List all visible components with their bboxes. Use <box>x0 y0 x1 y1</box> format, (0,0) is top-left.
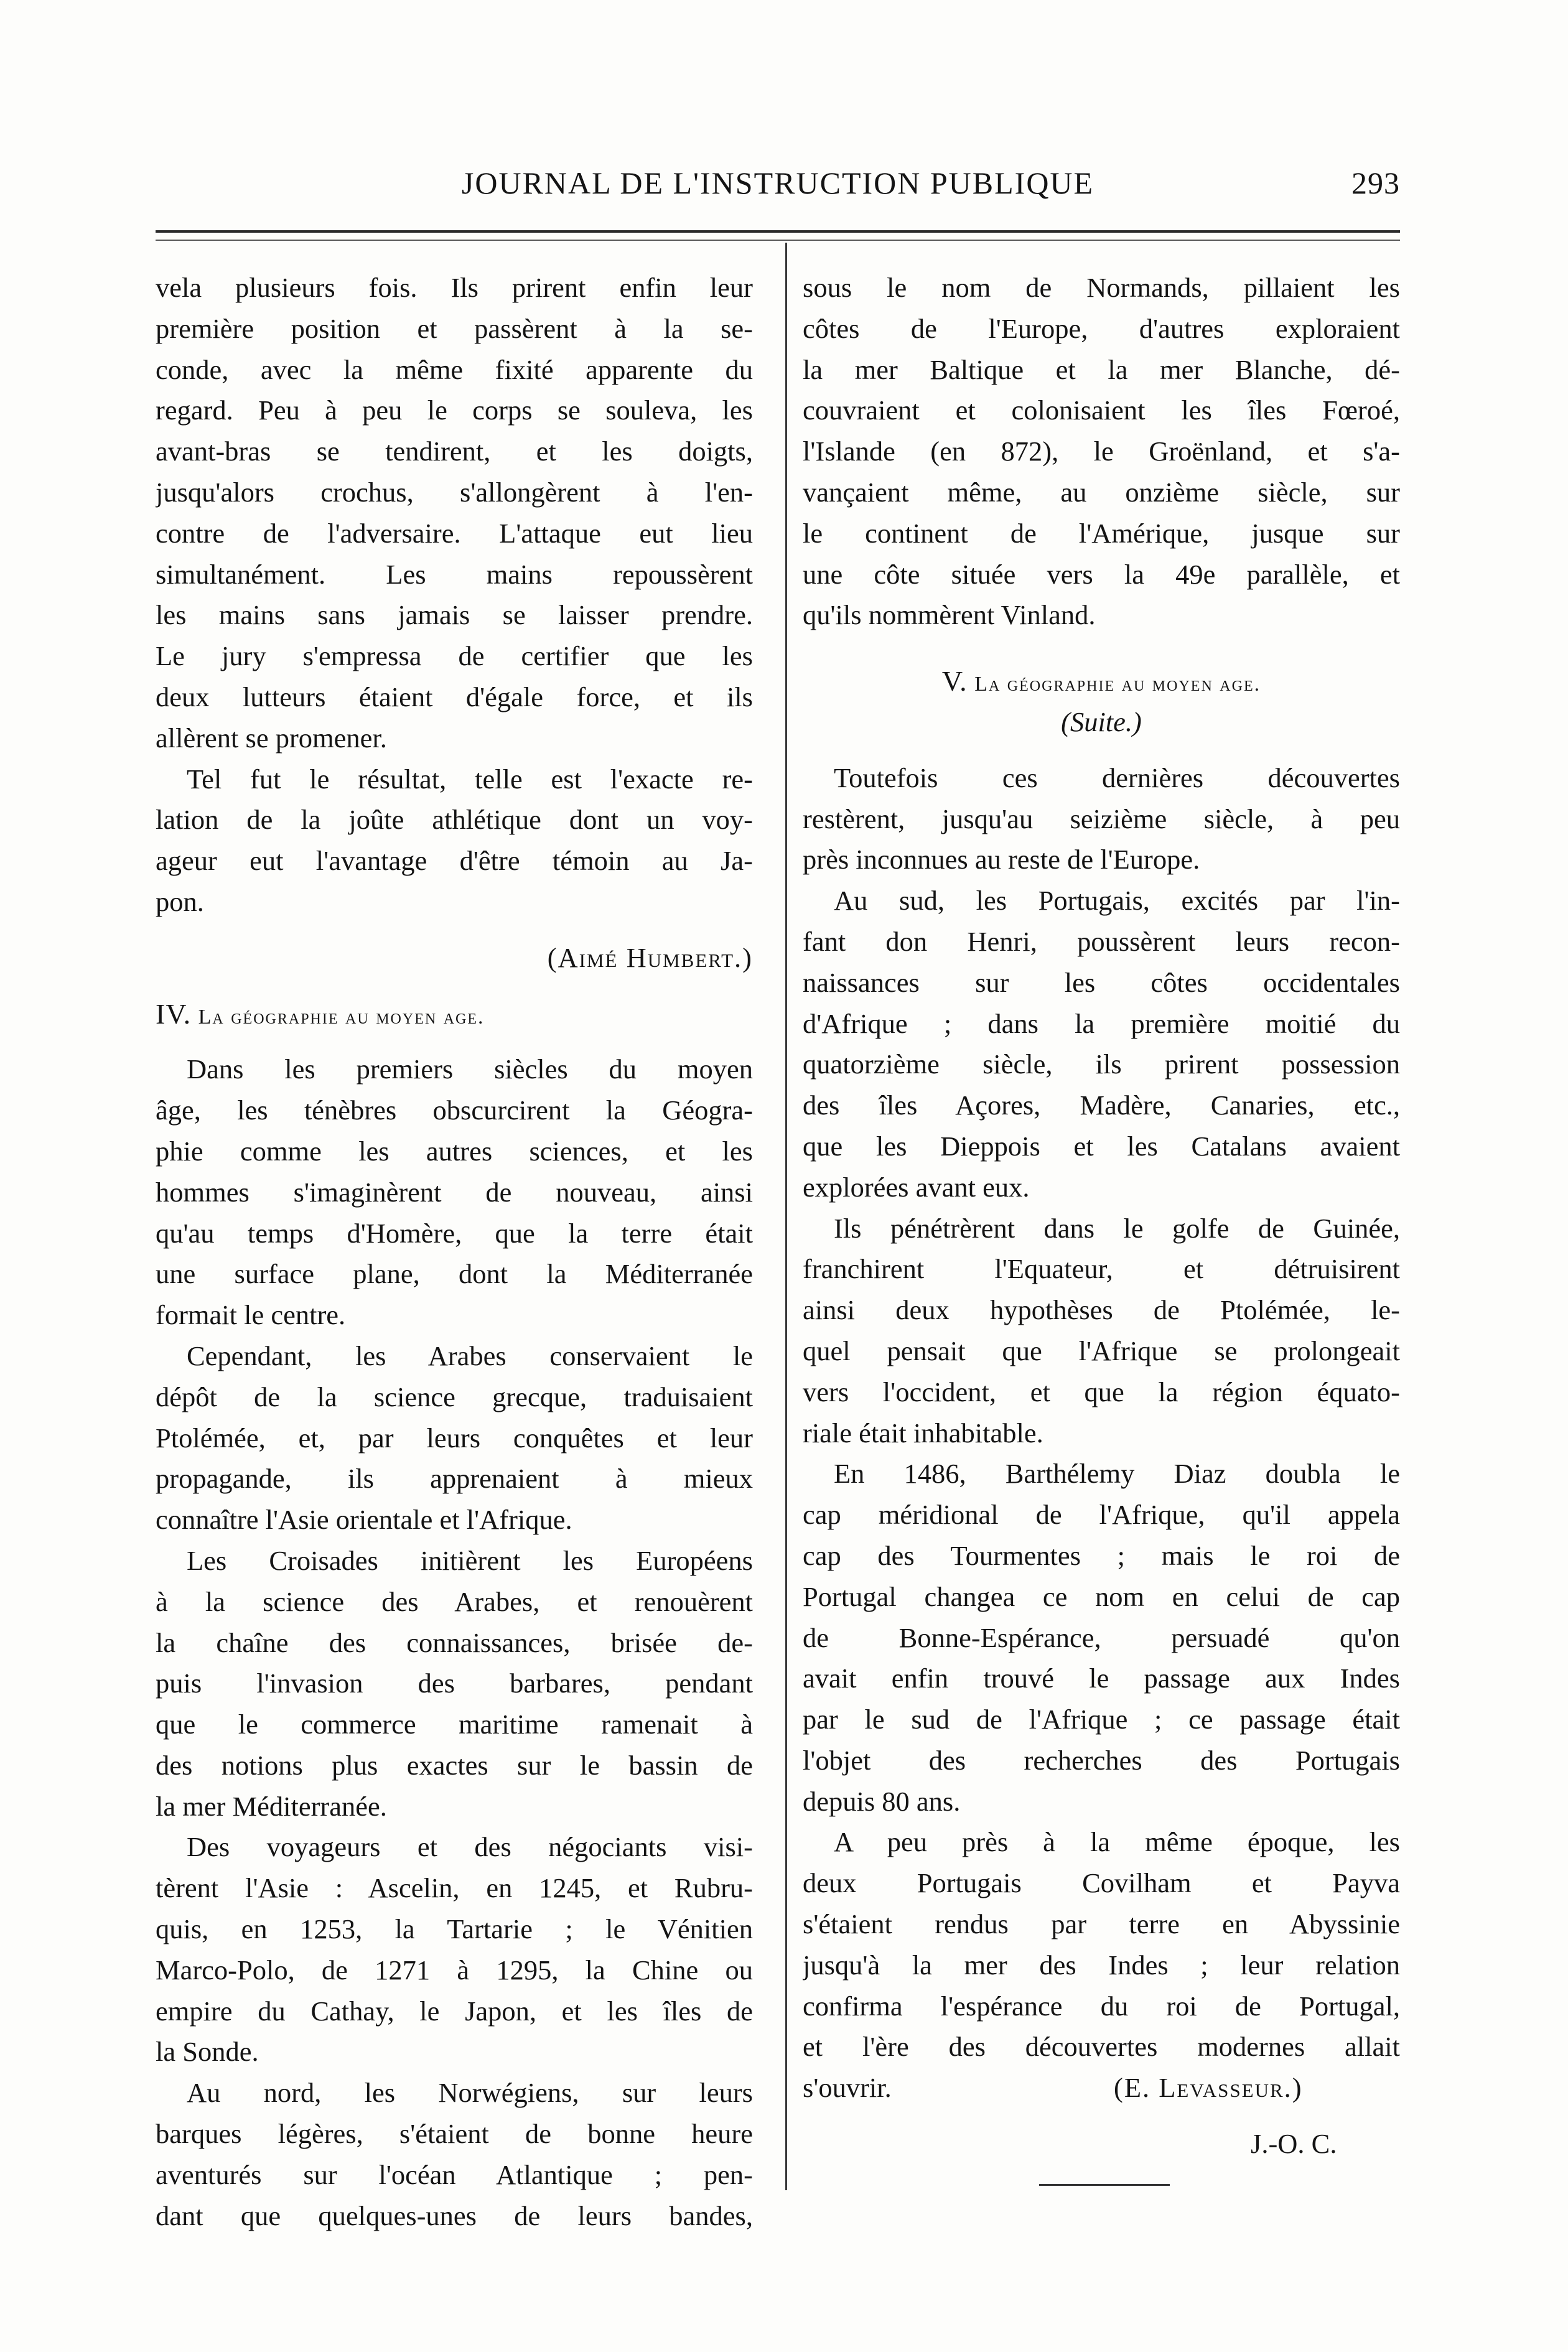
text-line: et l'ère des découvertes modernes allait <box>803 2031 1400 2063</box>
text-line: côtes de l'Europe, d'autres exploraient <box>803 312 1400 344</box>
text-line: regard. Peu à peu le corps se souleva, les <box>156 394 753 426</box>
text-line: vançaient même, au onzième siècle, sur <box>803 476 1400 508</box>
text-line: franchirent l'Equateur, et détruisirent <box>803 1253 1400 1285</box>
text-line: sous le nom de Normands, pillaient les <box>803 272 1400 303</box>
text-line: s'étaient rendus par terre en Abyssinie <box>803 1908 1400 1940</box>
section-number: V. <box>941 665 968 698</box>
text-line: formait le centre. <box>156 1299 346 1331</box>
text-line: Ils pénétrèrent dans le golfe de Guinée, <box>834 1212 1400 1244</box>
text-line: que les Dieppois et les Catalans avaient <box>803 1130 1400 1162</box>
page-number: 293 <box>1351 166 1400 200</box>
text-line: avait enfin trouvé le passage aux Indes <box>803 1663 1400 1694</box>
text-line: contre de l'adversaire. L'attaque eut lieu <box>156 517 753 549</box>
text-line: l'Islande (en 872), le Groënland, et s'a- <box>803 436 1400 467</box>
text-line: avant-bras se tendirent, et les doigts, <box>156 436 753 467</box>
text-line: Au nord, les Norwégiens, sur leurs <box>187 2077 753 2109</box>
text-line: ainsi deux hypothèses de Ptolémée, le- <box>803 1294 1400 1326</box>
text-line: A peu près à la même époque, les <box>834 1826 1400 1858</box>
text-line: En 1486, Barthélemy Diaz doubla le <box>834 1458 1400 1490</box>
text-line: empire du Cathay, le Japon, et les îles de <box>156 1995 753 2027</box>
text-line: puis l'invasion des barbares, pendant <box>156 1668 753 1699</box>
running-header <box>156 165 1400 215</box>
text-line: Des voyageurs et des négociants visi- <box>187 1831 753 1863</box>
text-line: couvraient et colonisaient les îles Fœroé, <box>803 394 1400 426</box>
section-suite: (Suite.) <box>1061 706 1142 737</box>
text-line: jusqu'alors crochus, s'allongèrent à l'en- <box>156 476 753 508</box>
signature: J.-O. C. <box>1251 2128 1337 2160</box>
text-line: lation de la joûte athlétique dont un voy- <box>156 804 753 836</box>
text-line: Toutefois ces dernières découvertes <box>834 762 1400 793</box>
section-heading-v <box>803 661 1400 702</box>
text-line: première position et passèrent à la se- <box>156 312 753 344</box>
text-line: qu'au temps d'Homère, que la terre était <box>156 1217 753 1249</box>
text-line: cap des Tourmentes ; mais le roi de <box>803 1539 1400 1571</box>
text-line: vela plusieurs fois. Ils prirent enfin leur <box>156 272 753 303</box>
text-line: des notions plus exactes sur le bassin de <box>156 1749 753 1781</box>
attribution: (E. Levasseur.) <box>1114 2072 1303 2104</box>
text-line: Cependant, les Arabes conservaient le <box>187 1340 753 1371</box>
text-line: jusqu'à la mer des Indes ; leur relation <box>803 1949 1400 1981</box>
right-column <box>803 268 1400 2165</box>
text-line: quel pensait que l'Afrique se prolongeait <box>803 1335 1400 1366</box>
section-title: La géographie au moyen age. <box>974 673 1261 696</box>
text-line: la mer Baltique et la mer Blanche, dé- <box>803 353 1400 385</box>
text-line: pon. <box>156 885 204 917</box>
text-line: Dans les premiers siècles du moyen <box>187 1053 753 1085</box>
text-line: le continent de l'Amérique, jusque sur <box>803 517 1400 549</box>
text-line: vers l'occident, et que la région équato- <box>803 1376 1400 1407</box>
text-line: l'objet des recherches des Portugais <box>803 1744 1400 1776</box>
section-title: La géographie au moyen age. <box>198 1005 485 1029</box>
text-line: quis, en 1253, la Tartarie ; le Vénitien <box>156 1913 753 1945</box>
text-line: depuis 80 ans. <box>803 1785 961 1817</box>
text-line: dépôt de la science grecque, traduisaient <box>156 1381 753 1412</box>
text-line: Les Croisades initièrent les Européens <box>187 1544 753 1576</box>
text-line: Tel fut le résultat, telle est l'exacte re- <box>187 763 753 795</box>
text-line: d'Afrique ; dans la première moitié du <box>803 1007 1400 1039</box>
text-line: les mains sans jamais se laisser prendre. <box>156 599 753 631</box>
text-line: Portugal changea ce nom en celui de cap <box>803 1580 1400 1612</box>
text-line: la mer Méditerranée. <box>156 1790 387 1822</box>
text-line: restèrent, jusqu'au seizième siècle, à peu <box>803 803 1400 834</box>
text-line: une surface plane, dont la Méditerranée <box>156 1258 753 1290</box>
text-line: Ptolémée, et, par leurs conquêtes et leur <box>156 1422 753 1454</box>
header-rule-thin <box>156 240 1400 241</box>
text-line: par le sud de l'Afrique ; ce passage était <box>803 1704 1400 1735</box>
text-line: s'ouvrir. <box>803 2072 892 2104</box>
text-line: une côte située vers la 49e parallèle, et <box>803 558 1400 590</box>
text-line: quatorzième siècle, ils prirent possession <box>803 1048 1400 1080</box>
section-heading-iv <box>156 994 753 1035</box>
text-line: barques légères, s'étaient de bonne heure <box>156 2118 753 2150</box>
text-line: aventurés sur l'océan Atlantique ; pen- <box>156 2158 753 2190</box>
text-line: hommes s'imaginèrent de nouveau, ainsi <box>156 1176 753 1208</box>
text-line: fant don Henri, poussèrent leurs recon- <box>803 925 1400 957</box>
text-line: Le jury s'empressa de certifier que les <box>156 640 753 672</box>
closing-line <box>803 2068 1400 2109</box>
text-line: propagande, ils apprenaient à mieux <box>156 1463 753 1495</box>
text-line: la Sonde. <box>156 2036 259 2068</box>
text-line: dant que quelques-unes de leurs bandes, <box>156 2200 753 2231</box>
column-divider <box>785 243 787 2190</box>
text-line: âge, les ténèbres obscurcirent la Géogra- <box>156 1094 753 1126</box>
text-line: de Bonne-Espérance, persuadé qu'on <box>803 1622 1400 1653</box>
text-line: que le commerce maritime ramenait à <box>156 1709 753 1740</box>
text-line: allèrent se promener. <box>156 722 387 754</box>
text-line: naissances sur les côtes occidentales <box>803 966 1400 998</box>
end-rule <box>1039 2184 1170 2186</box>
text-line: la chaîne des connaissances, brisée de- <box>156 1626 753 1658</box>
text-line: conde, avec la même fixité apparente du <box>156 353 753 385</box>
text-line: cap méridional de l'Afrique, qu'il appela <box>803 1499 1400 1531</box>
text-line: Au sud, les Portugais, excités par l'in- <box>834 885 1400 917</box>
text-line: à la science des Arabes, et renouèrent <box>156 1585 753 1617</box>
text-line: confirma l'espérance du roi de Portugal, <box>803 1990 1400 2022</box>
attribution: (Aimé Humbert.) <box>547 941 753 973</box>
text-line: des îles Açores, Madère, Canaries, etc., <box>803 1090 1400 1121</box>
header-rule <box>156 230 1400 233</box>
text-line: connaître l'Asie orientale et l'Afrique. <box>156 1504 572 1536</box>
left-column <box>156 268 753 2236</box>
text-line: explorées avant eux. <box>803 1171 1030 1203</box>
section-number: IV. <box>156 997 192 1030</box>
running-title: JOURNAL DE L'INSTRUCTION PUBLIQUE <box>461 166 1094 200</box>
text-line: phie comme les autres sciences, et les <box>156 1135 753 1167</box>
text-line: Marco-Polo, de 1271 à 1295, la Chine ou <box>156 1954 753 1986</box>
text-line: riale était inhabitable. <box>803 1417 1043 1449</box>
text-line: deux lutteurs étaient d'égale force, et ils <box>156 681 753 712</box>
text-line: ageur eut l'avantage d'être témoin au Ja- <box>156 845 753 877</box>
text-line: simultanément. Les mains repoussèrent <box>156 558 753 590</box>
text-line: qu'ils nommèrent Vinland. <box>803 599 1096 631</box>
text-line: deux Portugais Covilham et Payva <box>803 1867 1400 1899</box>
text-line: tèrent l'Asie : Ascelin, en 1245, et Rubru- <box>156 1872 753 1904</box>
text-line: près inconnues au reste de l'Europe. <box>803 844 1200 875</box>
